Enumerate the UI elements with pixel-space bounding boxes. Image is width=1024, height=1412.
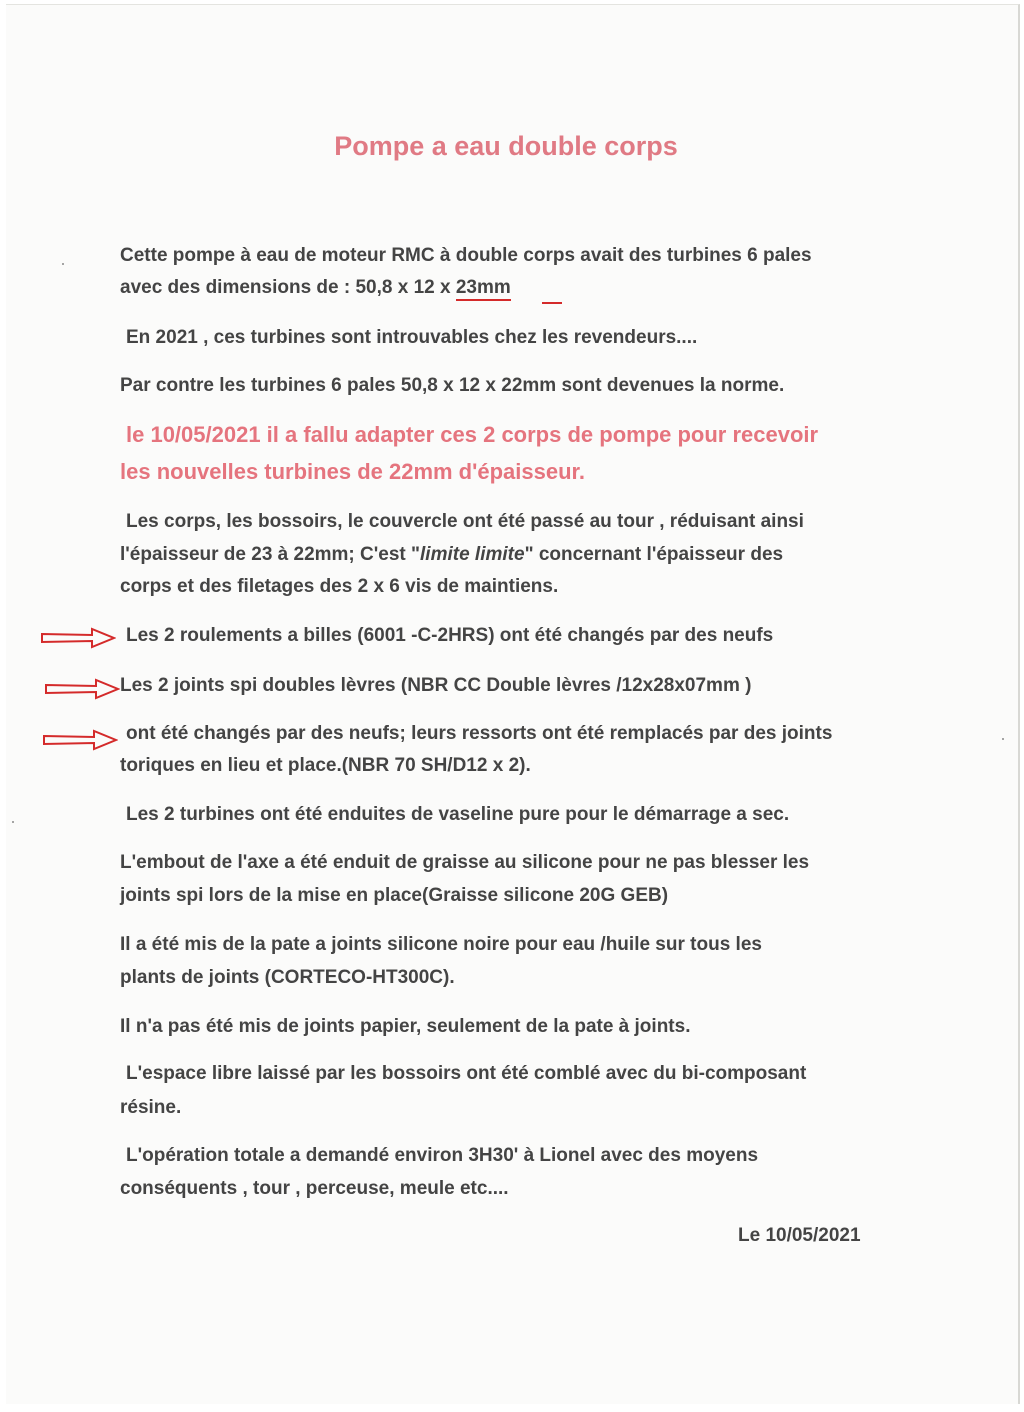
highlight-line-2: les nouvelles turbines de 22mm d'épaisseur. — [120, 459, 585, 484]
paragraph-14-line-2: conséquents , tour , perceuse, meule etc.... — [120, 1178, 509, 1199]
scan-speck — [1002, 738, 1004, 740]
paragraph-11-line-1: Il a été mis de la pate a joints silicone noire pour eau /huile sur tous les — [120, 934, 762, 955]
red-arrow-icon — [40, 627, 116, 649]
page-title: Pompe a eau double corps — [334, 131, 678, 161]
paragraph-1-line-1: Cette pompe à eau de moteur RMC à double corps avait des turbines 6 pales — [120, 245, 812, 266]
paragraph-5-line-1: Les corps, les bossoirs, le couvercle ont été passé au tour , réduisant ainsi — [126, 511, 804, 532]
scanned-page — [6, 4, 1020, 1404]
paragraph-13-line-1: L'espace libre laissé par les bossoirs ont été comblé avec du bi-composant — [126, 1063, 807, 1084]
red-arrow-icon — [42, 729, 118, 751]
scan-speck — [12, 821, 14, 823]
thickness-text-end: " concernant l'épaisseur des — [524, 544, 784, 565]
emphasis-text: limite limite — [420, 544, 525, 565]
paragraph-9: Les 2 turbines ont été enduites de vaseline pure pour le démarrage a sec. — [126, 804, 790, 825]
paragraph-8-line-1: ont été changés par des neufs; leurs ressorts ont été remplacés par des joints — [126, 723, 833, 744]
paragraph-3: Par contre les turbines 6 pales 50,8 x 12 x 22mm sont devenues la norme. — [120, 375, 785, 396]
highlight-line-1: le 10/05/2021 il a fallu adapter ces 2 corps de pompe pour recevoir — [126, 422, 819, 447]
underlined-thickness: 23mm — [456, 277, 511, 301]
paragraph-13-line-2: résine. — [120, 1097, 182, 1118]
paragraph-1-line-2 — [120, 277, 511, 299]
paragraph-6: Les 2 roulements a billes (6001 -C-2HRS) ont été changés par des neufs — [126, 625, 774, 646]
thickness-text: l'épaisseur de 23 à 22mm; C'est " — [120, 544, 421, 565]
red-underline — [542, 302, 562, 304]
paragraph-11-line-2: plants de joints (CORTECO-HT300C). — [120, 967, 455, 988]
paragraph-10-line-2: joints spi lors de la mise en place(Graisse silicone 20G GEB) — [120, 885, 669, 906]
paragraph-12: Il n'a pas été mis de joints papier, seulement de la pate à joints. — [120, 1016, 691, 1037]
paragraph-8-line-2: toriques en lieu et place.(NBR 70 SH/D12 x 2). — [120, 755, 531, 776]
dimensions-text: avec des dimensions de : 50,8 x 12 x — [120, 277, 456, 298]
signature-date: Le 10/05/2021 — [738, 1225, 861, 1246]
paragraph-14-line-1: L'opération totale a demandé environ 3H30' à Lionel avec des moyens — [126, 1145, 759, 1166]
red-arrow-icon — [44, 678, 120, 700]
paragraph-2: En 2021 , ces turbines sont introuvables chez les revendeurs.... — [126, 327, 698, 348]
scan-speck — [62, 263, 64, 265]
paragraph-10-line-1: L'embout de l'axe a été enduit de graisse au silicone pour ne pas blesser les — [120, 852, 810, 873]
paragraph-5-line-3: corps et des filetages des 2 x 6 vis de maintiens. — [120, 576, 559, 597]
paragraph-5-line-2 — [120, 544, 783, 566]
paragraph-7: Les 2 joints spi doubles lèvres (NBR CC Double lèvres /12x28x07mm ) — [120, 675, 752, 696]
